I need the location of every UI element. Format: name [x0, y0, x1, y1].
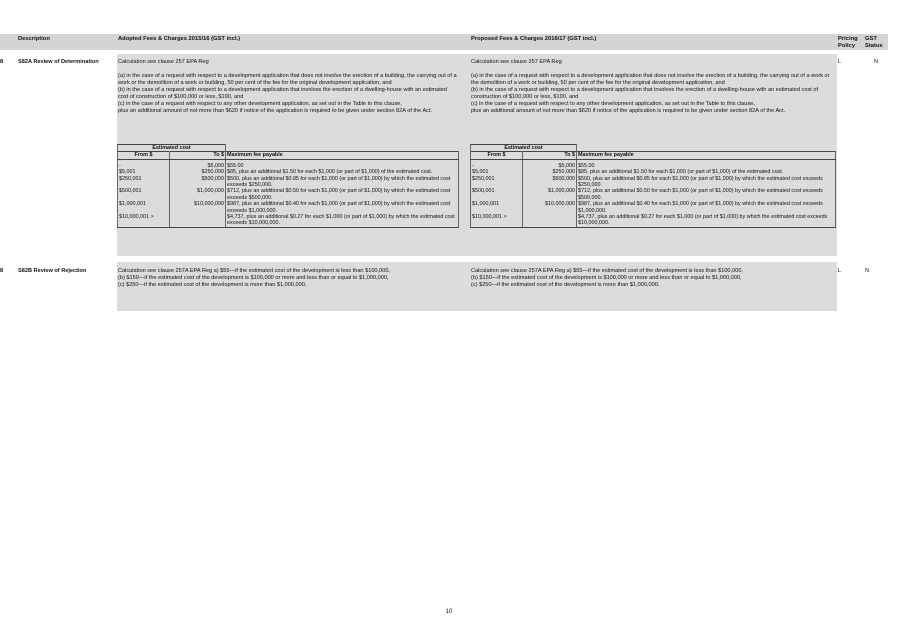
fee-from: $1,000,001 — [471, 201, 523, 214]
spacer — [118, 66, 458, 73]
fee-col-fee: Maximum fee payable — [577, 152, 836, 159]
fee-to: $1,000,000 — [523, 188, 577, 201]
fee-to: $1,000,000 — [170, 188, 226, 201]
row2-code: 8 — [0, 268, 4, 274]
fee-to: $5,000 — [523, 163, 577, 169]
fee-from: $10,000,001 > — [118, 214, 170, 227]
fee-amount: $85, plus an additional $1.50 for each $1,000 (or part of $1,000) of the estimated cost. — [577, 169, 836, 175]
fee-from: - — [471, 163, 523, 169]
fee-to: $10,000,000 — [523, 201, 577, 214]
row1-code: 8 — [0, 59, 4, 65]
fee-to: $250,000 — [170, 169, 226, 175]
fee-from: - — [118, 163, 170, 169]
spacer — [471, 66, 836, 73]
proposed-line: (c) $250—if the estimated cost of the development is more than $1,000,000. — [471, 282, 660, 288]
fee-from: $10,000,001 > — [471, 214, 523, 227]
col-header-adopted: Adopted Fees & Charges 2015/16 (GST incl.) — [118, 36, 241, 42]
table-row — [118, 188, 459, 201]
col-header-description: Description — [18, 36, 50, 42]
fee-col-from: From $ — [118, 152, 170, 159]
adopted-para-a: (a) in the case of a request with respect to a development application that does not involve the erection of a building, the carrying out of a work or the demolition of a work or building, 50 per cent of the fee for the original development application, and — [118, 73, 457, 86]
fee-group-header: Estimated cost — [118, 145, 226, 152]
adopted-line: (b) $150—if the estimated cost of the development is $100,000 or more and less than or equal to $1,000,000, — [118, 275, 389, 281]
fee-to — [523, 214, 577, 227]
proposed-para-d: plus an additional amount of not more than $620 if notice of the application is required to be given under section 82A of the Act. — [471, 108, 786, 114]
fee-amount: $987, plus an additional $0.40 for each $1,000 (or part of $1,000) by which the estimated cost exceeds $1,000,000. — [226, 201, 459, 214]
proposed-fee-table — [470, 144, 836, 228]
row1-description: S82A Review of Determination — [18, 59, 99, 65]
fee-from: $500,001 — [471, 188, 523, 201]
fee-amount: $55.00 — [577, 163, 836, 169]
fee-amount: $500, plus an additional $0.85 for each $1,000 (or part of $1,000) by which the estimated cost exceeds $250,000. — [577, 176, 836, 189]
col-header-proposed: Proposed Fees & Charges 2016/17 (GST incl.) — [471, 36, 597, 42]
fee-col-to: To $ — [170, 152, 226, 159]
row1-proposed-text — [471, 59, 836, 115]
row1-pricing-policy: L — [838, 59, 842, 65]
adopted-para-d: plus an additional amount of not more than $620 if notice of the application is required to be given under section 82A of the Act. — [118, 108, 433, 114]
fee-group-header: Estimated cost — [471, 145, 577, 152]
fee-to: $10,000,000 — [170, 201, 226, 214]
adopted-para-c: (c) in the case of a request with respect to any other development application, as set out in the Table to this clause, — [118, 101, 402, 107]
proposed-para-a: (a) in the case of a request with respect to a development application that does not involve the erection of a building, the carrying out of a work or the demolition of a work or building, 50 per cent of the fee for the original development application, and — [471, 73, 830, 86]
fee-amount: $4,737, plus an additional $0.27 for each $1,000 (or part of $1,000) by which the estimated cost exceeds $10,000,000. — [577, 214, 836, 227]
row2-pricing-policy: L — [838, 268, 842, 274]
fee-amount: $85, plus an additional $1.50 for each $1,000 (or part of $1,000) of the estimated cost. — [226, 169, 459, 175]
fee-col-fee: Maximum fee payable — [226, 152, 459, 159]
fee-to: $500,000 — [170, 176, 226, 189]
row2-gst-status: N — [865, 268, 870, 274]
fee-amount: $712, plus an additional $0.50 for each $1,000 (or part of $1,000) by which the estimated cost exceeds $500,000. — [577, 188, 836, 201]
table-row — [471, 214, 836, 227]
page-number: 10 — [445, 609, 453, 615]
table-row — [471, 176, 836, 189]
table-row — [118, 214, 459, 227]
fee-amount: $55.00 — [226, 163, 459, 169]
adopted-para-b: (b) in the case of a request with respect to a development application that involves the erection of a dwelling-house with an estimated cost of construction of $100,000 or less, $190, and — [118, 87, 447, 100]
adopted-fee-table — [117, 144, 459, 228]
fee-to: $5,000 — [170, 163, 226, 169]
table-row — [471, 188, 836, 201]
fee-from: $5,001 — [118, 169, 170, 175]
fee-to: $500,000 — [523, 176, 577, 189]
fee-amount: $500, plus an additional $0.85 for each $1,000 (or part of $1,000) by which the estimated cost exceeds $250,000. — [226, 176, 459, 189]
col-header-pricing-policy: Pricing Policy — [838, 36, 858, 49]
row2-proposed-text — [471, 268, 831, 289]
row1-gst-status: N — [874, 59, 879, 65]
fee-from: $500,001 — [118, 188, 170, 201]
adopted-intro: Calculation see clause 257 EPA Reg — [118, 59, 209, 65]
fee-from: $250,001 — [118, 176, 170, 189]
row2-adopted-text — [118, 268, 463, 289]
fee-from: $5,001 — [471, 169, 523, 175]
proposed-line: (b) $150—if the estimated cost of the development is $100,000 or more and less than or equal to $1,000,000, — [471, 275, 742, 281]
proposed-para-c: (c) in the case of a request with respect to any other development application, as set out in the Table to this clause, — [471, 101, 755, 107]
col-header-gst-status: GST Status — [865, 36, 883, 49]
fee-amount: $712, plus an additional $0.50 for each $1,000 (or part of $1,000) by which the estimated cost exceeds $500,000. — [226, 188, 459, 201]
fee-to — [170, 214, 226, 227]
proposed-line: Calculation see clause 257A EPA Reg a) $55—if the estimated cost of the development is less than $100,000, — [471, 268, 743, 274]
row2-description: S82B Review of Rejection — [18, 268, 87, 274]
fee-col-from: From $ — [471, 152, 523, 159]
table-row — [471, 201, 836, 214]
fee-from: $250,001 — [471, 176, 523, 189]
row1-adopted-text — [118, 59, 458, 115]
proposed-para-b: (b) in the case of a request with respect to a development application that involves the erection of a dwelling-house with an estimated cost of construction of $100,000 or less, $190, and — [471, 87, 819, 100]
table-row — [118, 176, 459, 189]
adopted-line: (c) $250—if the estimated cost of the development is more than $1,000,000. — [118, 282, 307, 288]
proposed-intro: Calculation see clause 257 EPA Reg — [471, 59, 562, 65]
fee-amount: $4,737, plus an additional $0.27 for each $1,000 (or part of $1,000) by which the estimated cost exceeds $10,000,000. — [226, 214, 459, 227]
fee-amount: $987, plus an additional $0.40 for each $1,000 (or part of $1,000) by which the estimated cost exceeds $1,000,000. — [577, 201, 836, 214]
adopted-line: Calculation see clause 257A EPA Reg a) $55—if the estimated cost of the development is less than $100,000, — [118, 268, 390, 274]
fee-col-to: To $ — [523, 152, 577, 159]
fee-to: $250,000 — [523, 169, 577, 175]
table-row — [118, 201, 459, 214]
fee-from: $1,000,001 — [118, 201, 170, 214]
